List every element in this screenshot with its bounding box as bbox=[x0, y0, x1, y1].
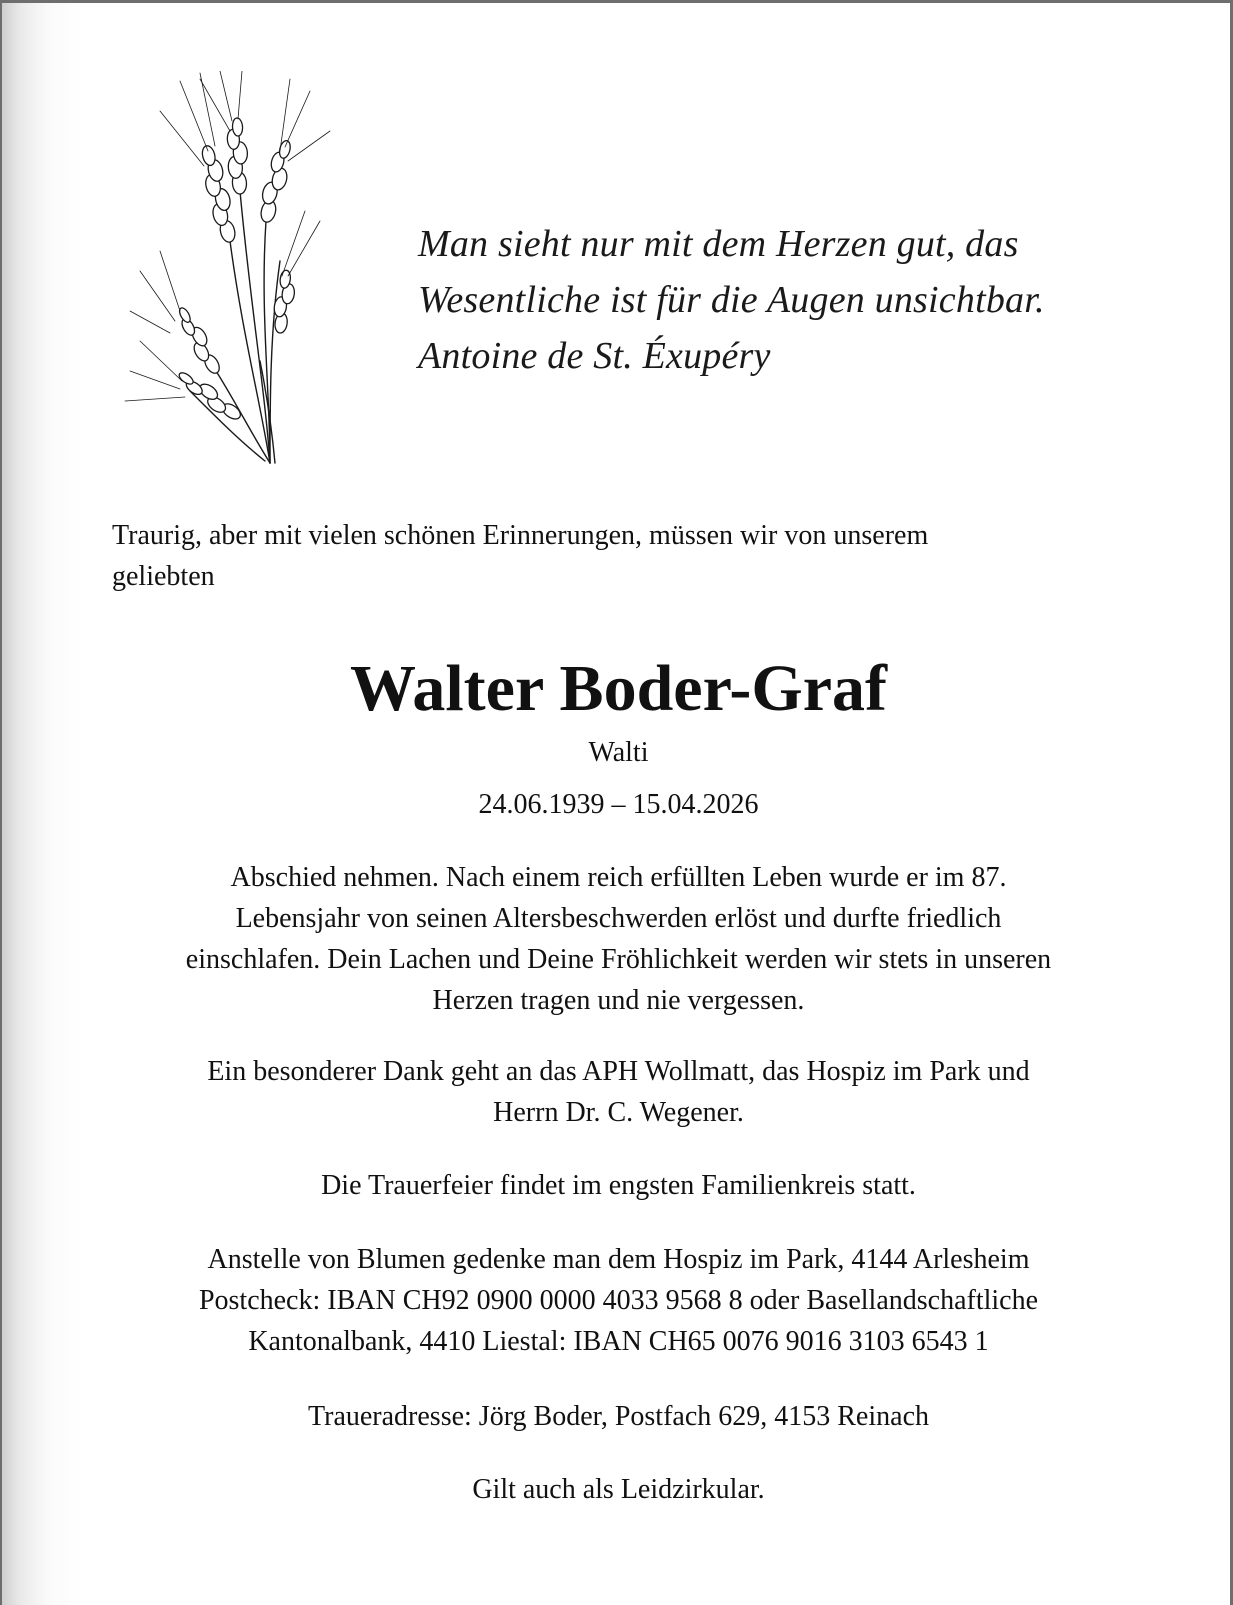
life-dates: 24.06.1939 – 15.04.2026 bbox=[478, 789, 759, 820]
deceased-name: Walter Boder-Graf bbox=[349, 652, 888, 725]
paragraph-line: Herrn Dr. C. Wegener. bbox=[493, 1097, 744, 1128]
wheat-ears-icon bbox=[120, 71, 345, 481]
intro-line: Traurig, aber mit vielen schönen Erinnerungen, müssen wir von unserem bbox=[112, 520, 929, 551]
paragraph-line: Kantonalbank, 4410 Liestal: IBAN CH65 0076 9016 3103 6543 1 bbox=[248, 1326, 989, 1357]
paragraph-line: Herzen tragen und nie vergessen. bbox=[432, 985, 805, 1016]
quote-author: Antoine de St. Éxupéry bbox=[418, 335, 771, 377]
paragraph-line: Traueradresse: Jörg Boder, Postfach 629, 4153 Reinach bbox=[308, 1401, 929, 1432]
circular-note bbox=[2, 1469, 1233, 1510]
paragraph-line: Ein besonderer Dank geht an das APH Wollmatt, das Hospiz im Park und bbox=[207, 1056, 1030, 1087]
paragraph-line: Abschied nehmen. Nach einem reich erfüllten Leben wurde er im 87. bbox=[230, 862, 1007, 893]
quote-line: Man sieht nur mit dem Herzen gut, das bbox=[418, 223, 1019, 265]
paragraph-line: Gilt auch als Leidzirkular. bbox=[472, 1474, 765, 1505]
paragraph-line: Die Trauerfeier findet im engsten Familienkreis statt. bbox=[321, 1170, 916, 1201]
deceased-nickname: Walti bbox=[588, 737, 649, 768]
quote-block bbox=[418, 216, 1178, 384]
quote-line: Wesentliche ist für die Augen unsichtbar. bbox=[418, 279, 1045, 321]
paragraph-line: Lebensjahr von seinen Altersbeschwerden erlöst und durfte friedlich bbox=[235, 903, 1002, 934]
paragraph-line: Anstelle von Blumen gedenke man dem Hospiz im Park, 4144 Arlesheim bbox=[207, 1244, 1030, 1275]
paragraph-line: Postcheck: IBAN CH92 0900 0000 4033 9568 8 oder Basellandschaftliche bbox=[198, 1285, 1039, 1316]
ceremony-paragraph bbox=[2, 1165, 1233, 1206]
intro-text bbox=[112, 515, 1112, 597]
paragraph-line: einschlafen. Dein Lachen und Deine Fröhlichkeit werden wir stets in unseren bbox=[185, 944, 1052, 975]
thanks-paragraph bbox=[2, 1051, 1233, 1133]
intro-line: geliebten bbox=[112, 561, 215, 592]
mourning-address bbox=[2, 1396, 1233, 1437]
farewell-paragraph bbox=[2, 857, 1233, 1021]
donation-paragraph bbox=[2, 1239, 1233, 1362]
